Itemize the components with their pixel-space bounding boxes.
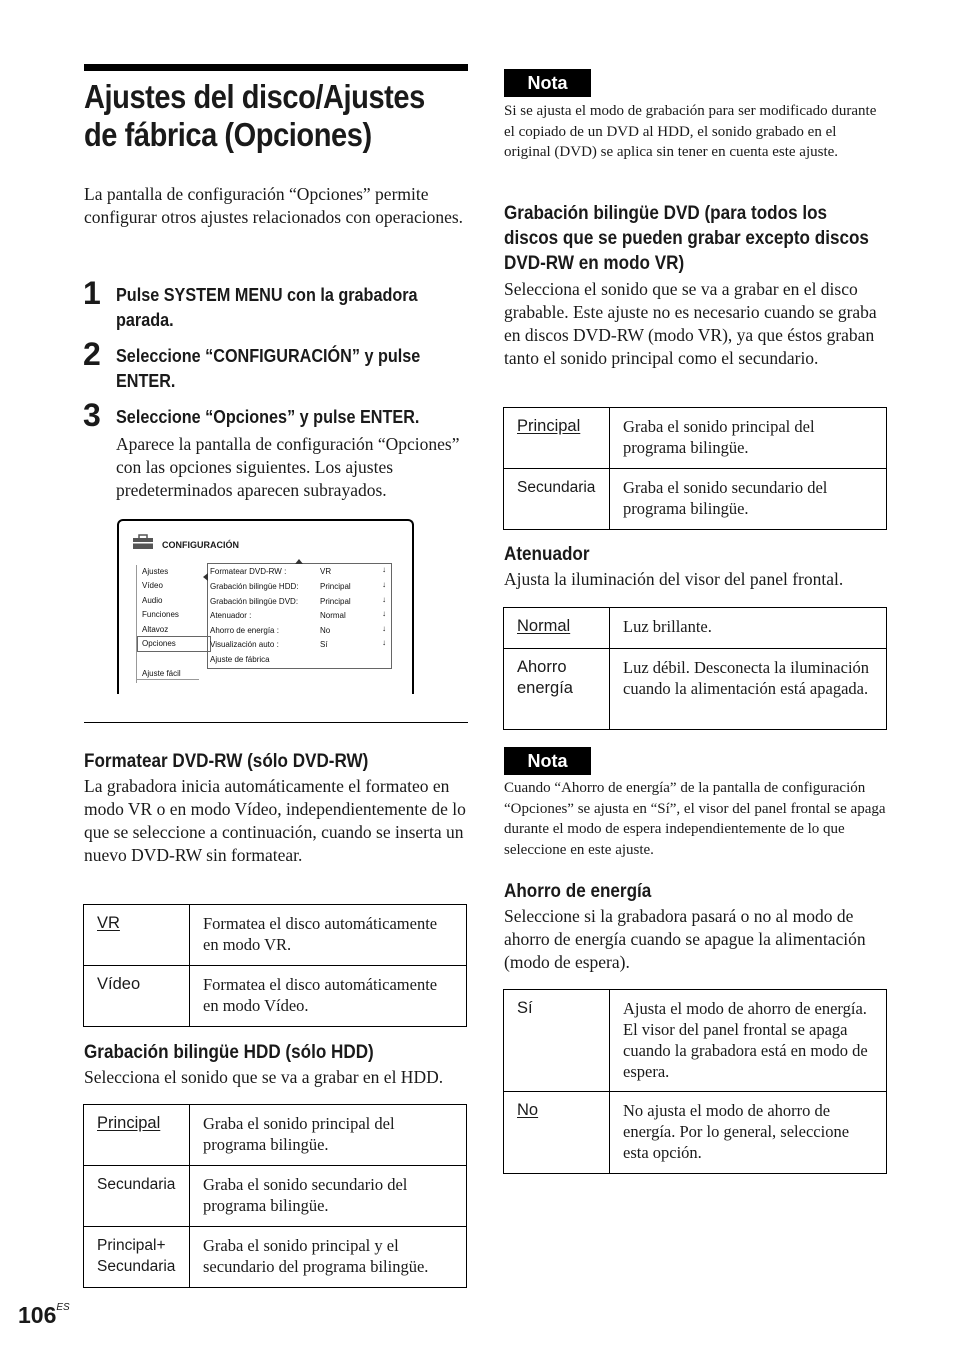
setup-screen-illustration [117,519,414,694]
step-2-number: 2 [83,336,101,372]
step-1-label: Pulse SYSTEM MENU con la grabadora parada. [116,285,418,330]
dvd-options-table [503,407,887,530]
ahorro-options-table [503,989,887,1174]
page-number [18,1302,70,1329]
screen-menu-item: Ajustes [142,567,169,576]
option-key: Principal+ Secundaria [84,1227,190,1288]
page-number-value: 106 [18,1302,57,1328]
hdd-heading: Grabación bilingüe HDD (sólo HDD) [84,1042,374,1063]
option-description: Formatea el disco automáticamente en modo VR. [190,905,467,966]
atenuador-text: Ajusta la iluminación del visor del panel frontal. [504,569,844,589]
screen-row-label: Grabación bilingüe DVD: [210,597,299,606]
page-language-code: ES [56,1302,70,1313]
screen-menu-selected [137,636,211,652]
up-pointer-icon [295,559,303,564]
screen-menu-item: Audio [142,596,163,605]
table-row [84,1166,467,1227]
screen-row-label: Visualización auto : [210,640,279,649]
option-description: Graba el sonido principal y el secundario del programa bilingüe. [190,1227,467,1288]
option-key: Principal [97,1114,161,1132]
intro-text: La pantalla de configuración “Opciones” permite configurar otros ajustes relacionados con operaciones. [84,184,464,227]
table-row [504,608,887,649]
option-description: Graba el sonido principal del programa bilingüe. [190,1105,467,1166]
nota-badge: Nota [504,69,591,97]
screen-menu-item: Funciones [142,610,179,619]
option-key: Sí [504,990,610,1092]
table-row [504,1092,887,1174]
option-key: Secundaria [84,1166,190,1227]
table-row [84,966,467,1027]
screen-row-value: No [320,626,331,635]
toolbox-icon [132,534,154,550]
screen-left-menu [136,565,201,683]
option-description: Graba el sonido principal del programa bilingüe. [610,408,887,469]
screen-menu-item: Altavoz [142,625,169,634]
table-row [84,905,467,966]
dvd-text: Selecciona el sonido que se va a grabar en el disco grabable. Este ajuste no es necesario cuando se graba en discos DVD-RW (modo VR), ya que éstos graban tanto el sonido principal como el secundario. [504,279,877,368]
format-text: La grabadora inicia automáticamente el formateo en modo VR o en modo Vídeo, independientemente de lo que se seleccione a continuación, cuando se inserta un nuevo DVD-RW sin formatear. [84,776,466,865]
option-key: Principal [517,417,581,435]
title-rule [84,64,468,71]
nota-text: Cuando “Ahorro de energía” de la pantalla de configuración “Opciones” se ajusta en “Sí”, el visor del panel frontal se apaga durante el modo de espera independientemente de lo que seleccione en este ajuste. [504,780,886,858]
down-arrow-icon: ↓ [382,624,386,633]
option-description: Luz débil. Desconecta la iluminación cuando la alimentación está apagada. [610,649,887,730]
option-description: Luz brillante. [610,608,887,649]
down-arrow-icon: ↓ [382,580,386,589]
option-description: Formatea el disco automáticamente en modo Vídeo. [190,966,467,1027]
down-arrow-icon: ↓ [382,638,386,647]
screen-row-label: Grabación bilingüe HDD: [210,582,299,591]
step-3-label: Seleccione “Opciones” y pulse ENTER. [116,407,420,427]
format-heading: Formatear DVD-RW (sólo DVD-RW) [84,751,369,772]
screen-row-value: VR [320,567,332,576]
step-1-number: 1 [83,275,101,311]
screen-row-value: Normal [320,611,346,620]
step-3-text: Aparece la pantalla de configuración “Opciones” con las opciones siguientes. Los ajustes predeterminados aparecen subrayados. [116,434,460,500]
nota-text: Si se ajusta el modo de grabación para ser modificado durante el copiado de un DVD al HDD, el sonido grabado en el original (DVD) se aplica sin tener en cuenta este ajuste. [504,103,877,160]
table-row [504,649,887,730]
screen-menu-item: Opciones [142,639,176,648]
screen-title: CONFIGURACIÓN [162,540,239,550]
ahorro-heading: Ahorro de energía [504,881,652,902]
table-row [504,469,887,530]
section-divider [84,722,468,723]
step-3-number: 3 [83,397,101,433]
table-row [84,1227,467,1288]
page-title: Ajustes del disco/Ajustes de fábrica (Opciones) [84,78,425,153]
screen-row-value: Principal [320,582,351,591]
table-row [504,408,887,469]
left-pointer-icon [203,573,208,581]
screen-row-label: Ajuste de fábrica [210,655,270,664]
ahorro-text: Seleccione si la grabadora pasará o no al modo de ahorro de energía cuando se apague la alimentación (modo de espera). [504,906,866,972]
table-row [84,1105,467,1166]
down-arrow-icon: ↓ [382,595,386,604]
hdd-options-table [83,1104,467,1288]
screen-row-value: Principal [320,597,351,606]
hdd-text: Selecciona el sonido que se va a grabar en el HDD. [84,1067,444,1087]
option-description: Graba el sonido secundario del programa bilingüe. [610,469,887,530]
option-key: VR [97,914,120,932]
step-2-label: Seleccione “CONFIGURACIÓN” y pulse ENTER. [116,346,421,391]
screen-row-label: Ahorro de energía : [210,626,279,635]
screen-row-value: Sí [320,640,328,649]
screen-options-list [207,563,392,669]
atenuador-options-table [503,607,887,730]
option-description: Ajusta el modo de ahorro de energía. El visor del panel frontal se apaga cuando la grabadora está en modo de espera. [610,990,887,1092]
screen-row-label: Atenuador : [210,611,252,620]
option-key: Normal [517,617,571,635]
table-row [504,990,887,1092]
option-key: Secundaria [504,469,610,530]
option-key: No [517,1101,539,1119]
atenuador-heading: Atenuador [504,544,590,565]
option-key: Ahorro energía [504,649,610,730]
down-arrow-icon: ↓ [382,565,386,574]
screen-menu-item: Vídeo [142,581,163,590]
option-key: Vídeo [84,966,190,1027]
nota-badge: Nota [504,747,591,775]
screen-menu-item: Ajuste fácil [142,669,181,678]
option-description: No ajusta el modo de ahorro de energía. Por lo general, seleccione esta opción. [610,1092,887,1174]
option-description: Graba el sonido secundario del programa bilingüe. [190,1166,467,1227]
format-options-table [83,904,467,1027]
down-arrow-icon: ↓ [382,609,386,618]
screen-row-label: Formatear DVD-RW : [210,567,287,576]
dvd-heading: Grabación bilingüe DVD (para todos los discos que se pueden grabar excepto discos DVD-RW en modo VR) [504,203,869,274]
